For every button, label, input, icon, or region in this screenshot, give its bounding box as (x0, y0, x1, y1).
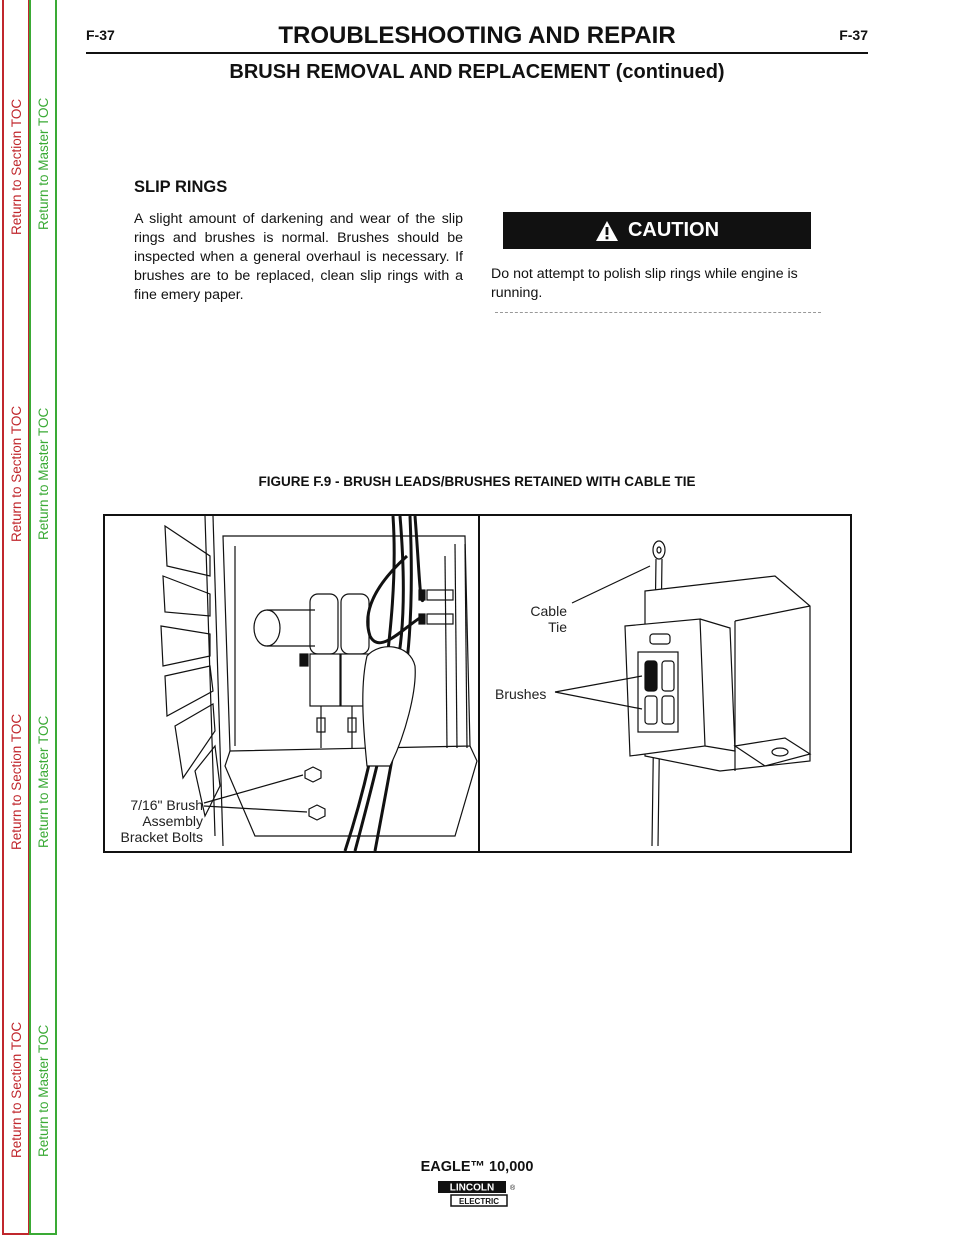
caution-text: Do not attempt to polish slip rings while engine is running. (491, 266, 798, 301)
caution-banner (503, 212, 811, 249)
figure-brush-assembly (103, 514, 852, 853)
return-to-master-toc-link[interactable]: Return to Master TOC (36, 715, 51, 848)
header-rule (86, 52, 868, 54)
return-to-section-toc-link[interactable]: Return to Section TOC (9, 713, 24, 850)
brush-holder-housing-drawing (223, 536, 477, 836)
return-to-section-toc-link[interactable]: Return to Section TOC (9, 98, 24, 235)
label-brushes: Brushes (495, 686, 547, 702)
lincoln-electric-logo (437, 1180, 515, 1208)
svg-text:LINCOLN: LINCOLN (449, 1182, 495, 1194)
caution-label: CAUTION (627, 219, 720, 241)
section-heading: SLIP RINGS (134, 178, 228, 196)
return-to-section-toc-link[interactable]: Return to Section TOC (9, 405, 24, 542)
section-toc-sidebar (2, 0, 30, 1235)
brush-holder-detail-drawing (625, 541, 810, 846)
svg-text:ELECTRIC: ELECTRIC (459, 1197, 499, 1206)
return-to-master-toc-link[interactable]: Return to Master TOC (36, 97, 51, 230)
page-number-right: F-37 (839, 27, 868, 43)
model-name: EAGLE™ 10,000 (420, 1159, 534, 1175)
wire-sleeve-drawing (363, 647, 415, 766)
return-to-master-toc-link[interactable]: Return to Master TOC (36, 1024, 51, 1157)
warning-icon (595, 220, 619, 242)
return-to-section-toc-link[interactable]: Return to Section TOC (9, 1021, 24, 1158)
page-title: TROUBLESHOOTING AND REPAIR (278, 22, 676, 49)
figure-divider (478, 516, 480, 851)
return-to-master-toc-link[interactable]: Return to Master TOC (36, 407, 51, 540)
label-bracket-bolts: 7/16" Brush Assembly Bracket Bolts (120, 797, 203, 845)
figure-caption: FIGURE F.9 - BRUSH LEADS/BRUSHES RETAINED WITH CABLE TIE (258, 474, 696, 489)
section-body: A slight amount of darkening and wear of the slip rings and brushes is normal. Brushes should be inspected when a general overhaul is necessary. If brushes are to be replaced, clean slip rings with a fine emery paper. (134, 211, 463, 303)
caution-divider (495, 312, 821, 313)
svg-text:®: ® (510, 1185, 515, 1192)
page-number-left: F-37 (86, 27, 115, 43)
page-subtitle: BRUSH REMOVAL AND REPLACEMENT (continued) (229, 61, 725, 83)
label-cable-tie: Cable Tie (530, 603, 567, 635)
master-toc-sidebar (29, 0, 57, 1235)
